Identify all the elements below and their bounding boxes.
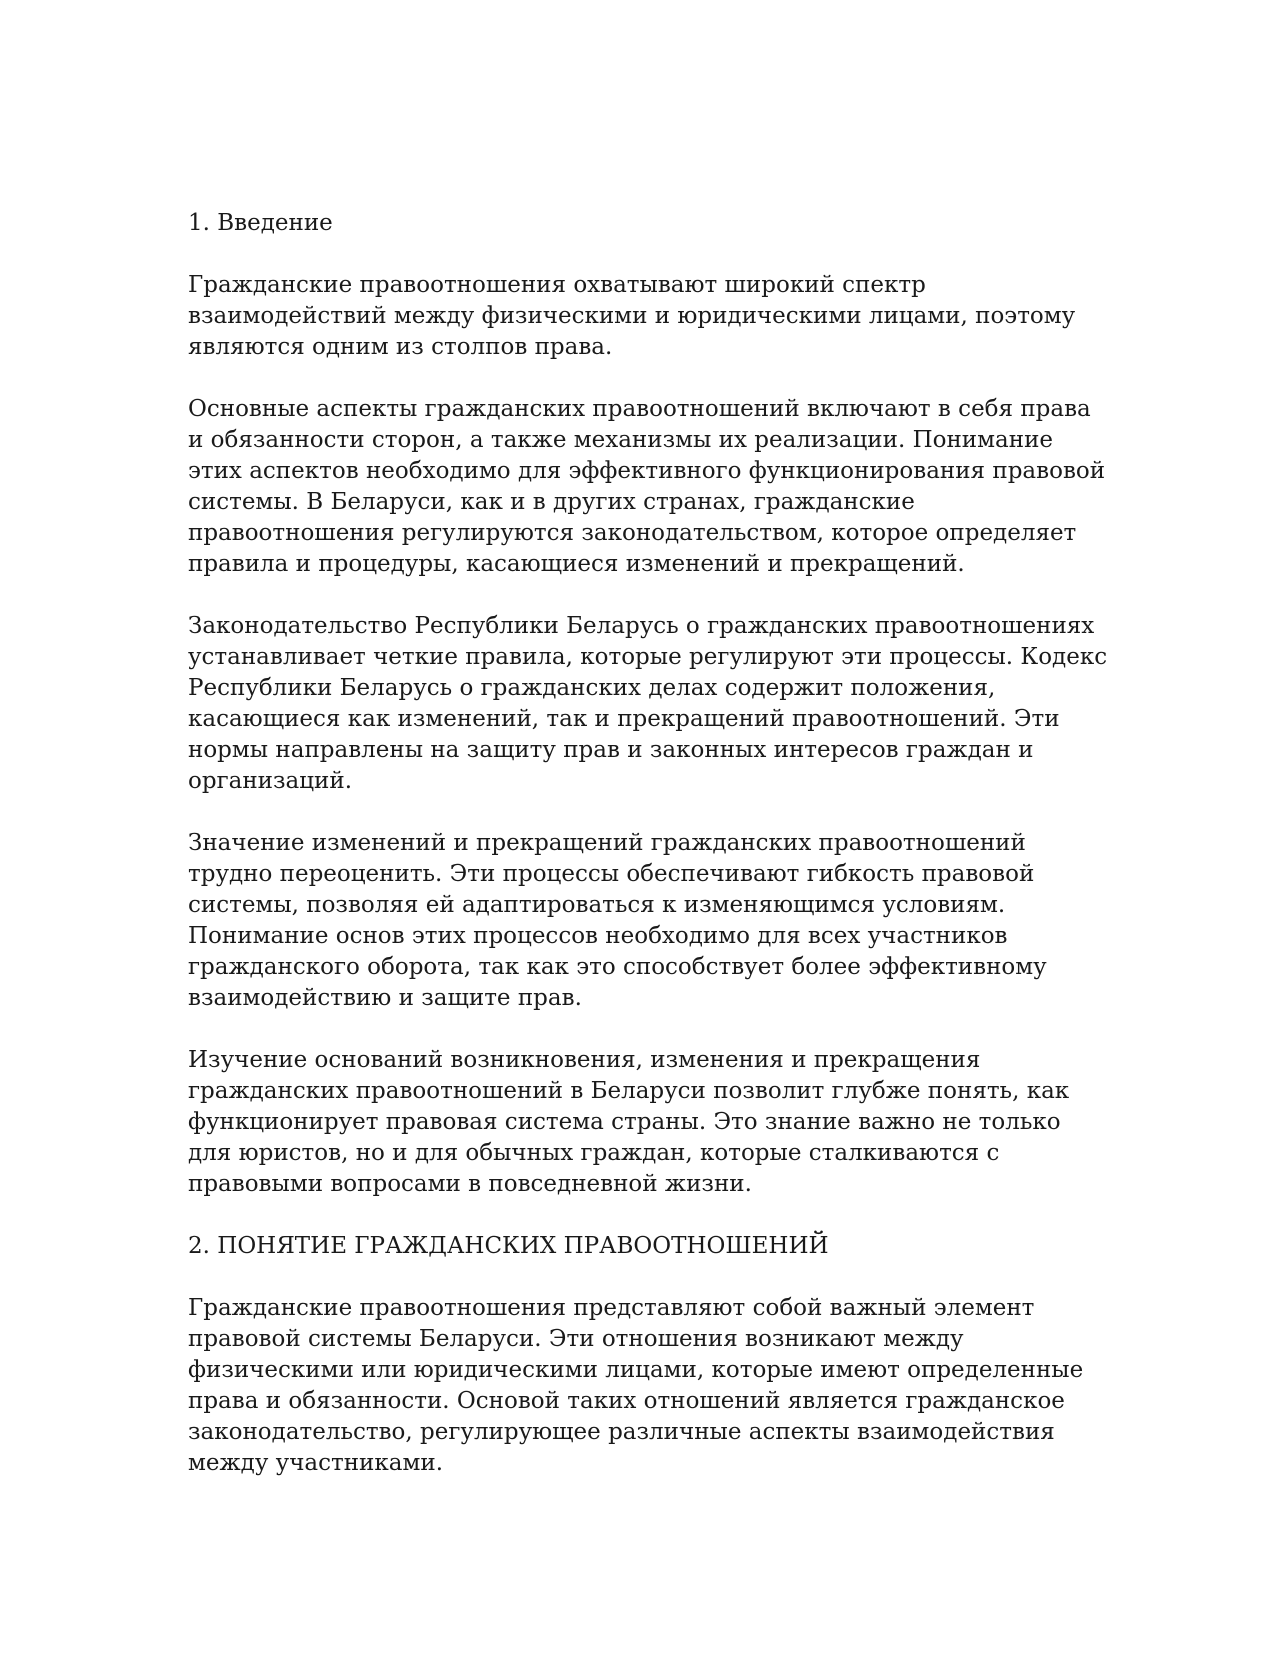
paragraph: Законодательство Республики Беларусь о гражданских правоотношениях устанавливает четкие правила, которые регулируют эти процессы. Кодекс Республики Беларусь о гражданских делах содержит положения, касающиеся как изменений, так и прекращений правоотношений. Эти нормы направлены на защиту прав и законных интересов граждан и организаций. bbox=[188, 613, 1108, 794]
section-heading-civil-relations-concept: 2. ПОНЯТИЕ ГРАЖДАНСКИХ ПРАВООТНОШЕНИЙ bbox=[188, 1233, 829, 1259]
paragraph: Значение изменений и прекращений гражданских правоотношений трудно переоценить. Эти процессы обеспечивают гибкость правовой системы, позволяя ей адаптироваться к изменяющимся условиям. Понимание основ этих процессов необходимо для всех участников гражданского оборота, так как это способствует более эффективному взаимодействию и защите прав. bbox=[188, 830, 1047, 1011]
paragraph: Гражданские правоотношения представляют собой важный элемент правовой системы Беларуси. Эти отношения возникают между физическими или юридическими лицами, которые имеют определенные права и обязанности. Основой таких отношений является гражданское законодательство, регулирующее различные аспекты взаимодействия между участниками. bbox=[188, 1295, 1084, 1476]
paragraph: Гражданские правоотношения охватывают широкий спектр взаимодействий между физическими и юридическими лицами, поэтому являются одним из столпов права. bbox=[188, 272, 1076, 360]
section-heading-introduction: 1. Введение bbox=[188, 210, 333, 236]
document-body bbox=[188, 208, 1108, 1479]
paragraph: Изучение оснований возникновения, изменения и прекращения гражданских правоотношений в Беларуси позволит глубже понять, как функционирует правовая система страны. Это знание важно не только для юристов, но и для обычных граждан, которые сталкиваются с правовыми вопросами в повседневной жизни. bbox=[188, 1047, 1070, 1197]
paragraph: Основные аспекты гражданских правоотношений включают в себя права и обязанности сторон, а также механизмы их реализации. Понимание этих аспектов необходимо для эффективного функционирования правовой системы. В Беларуси, как и в других странах, гражданские правоотношения регулируются законодательством, которое определяет правила и процедуры, касающиеся изменений и прекращений. bbox=[188, 396, 1106, 577]
